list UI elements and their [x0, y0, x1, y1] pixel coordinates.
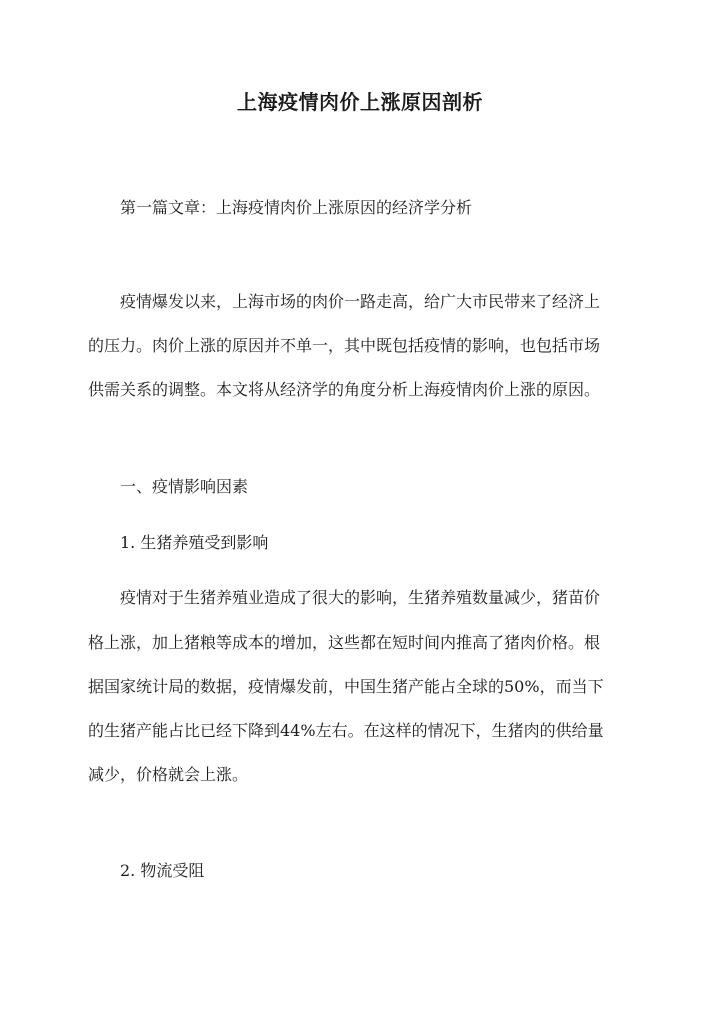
document-title: 上海疫情肉价上涨原因剖析 [237, 90, 483, 114]
intro-line-1: 疫情爆发以来，上海市场的肉价一路走高，给广大市民带来了经济上 [120, 292, 601, 311]
paragraph-line-5: 减少，价格就会上涨。 [88, 765, 249, 784]
subsection-heading-1: 1. 生猪养殖受到影响 [120, 533, 269, 552]
subsection-heading-2: 2. 物流受阻 [120, 861, 205, 880]
article-subtitle: 第一篇文章：上海疫情肉价上涨原因的经济学分析 [120, 198, 473, 217]
paragraph-line-3: 据国家统计局的数据，疫情爆发前，中国生猪产能占全球的50%，而当下 [88, 677, 604, 696]
paragraph-line-1: 疫情对于生猪养殖业造成了很大的影响，生猪养殖数量减少，猪苗价 [120, 588, 601, 607]
section-heading-1: 一、疫情影响因素 [120, 477, 249, 496]
paragraph-line-4: 的生猪产能占比已经下降到44%左右。在这样的情况下，生猪肉的供给量 [88, 721, 604, 740]
intro-line-2: 的压力。肉价上涨的原因并不单一，其中既包括疫情的影响，也包括市场 [88, 336, 601, 355]
paragraph-line-2: 格上涨，加上猪粮等成本的增加，这些都在短时间内推高了猪肉价格。根 [88, 633, 601, 652]
intro-line-3: 供需关系的调整。本文将从经济学的角度分析上海疫情肉价上涨的原因。 [88, 380, 601, 399]
